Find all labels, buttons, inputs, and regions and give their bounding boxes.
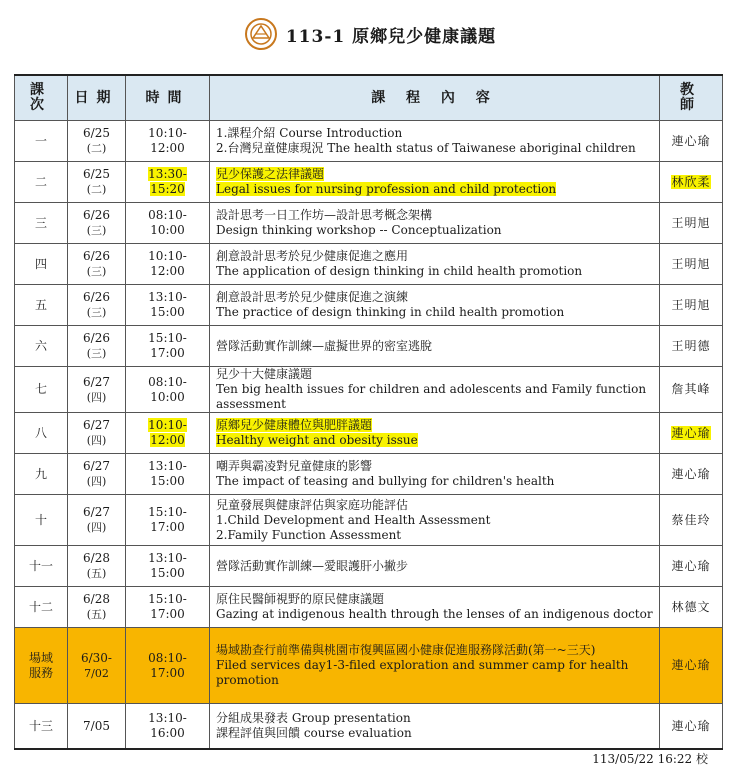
- date-label: 6/30-: [80, 650, 112, 665]
- col-header-teacher: 教 師: [660, 75, 723, 121]
- session-cell: 十三: [15, 704, 68, 750]
- page-title: 113-1 原鄉兒少健康議題: [285, 26, 497, 47]
- teacher-cell: [660, 587, 723, 628]
- session-label: 場域服務: [29, 650, 54, 680]
- time-label: 15:10-17:00: [148, 505, 187, 534]
- content-cell: [210, 546, 660, 587]
- session-cell: 一: [15, 121, 68, 162]
- time-label: 10:10-12:00: [148, 126, 187, 155]
- time-cell: [126, 244, 210, 285]
- teacher-cell: [660, 413, 723, 454]
- revision-stamp: 113/05/22 16:22 校: [592, 752, 708, 766]
- content-line: 創意設計思考於兒少健康促進之應用: [216, 249, 409, 263]
- session-cell: [15, 628, 68, 704]
- content-line: 原住民醫師視野的原民健康議題: [216, 592, 385, 606]
- teacher-cell: [660, 285, 723, 326]
- table-row: [15, 326, 723, 367]
- content-line: Gazing at indigenous health through the lenses of an indigenous doctor: [216, 607, 653, 621]
- table-row: [15, 546, 723, 587]
- weekday-label: (五): [86, 608, 107, 621]
- time-cell: [126, 203, 210, 244]
- time-label: 13:10-16:00: [148, 711, 187, 740]
- weekday-label: (四): [86, 521, 107, 534]
- date-label: 6/25: [83, 167, 110, 181]
- content-line: 創意設計思考於兒少健康促進之演練: [216, 290, 409, 304]
- session-cell: 八: [15, 413, 68, 454]
- teacher-name: 連心瑜: [671, 133, 711, 148]
- content-line: 兒童發展與健康評估與家庭功能評估: [216, 497, 409, 512]
- content-line: Ten big health issues for children and adolescents and Family function assessment: [216, 382, 647, 411]
- content-cell: [210, 285, 660, 326]
- session-cell: 十一: [15, 546, 68, 587]
- content-cell: [210, 454, 660, 495]
- teacher-cell: [660, 628, 723, 704]
- content-cell: [210, 413, 660, 454]
- col-header-date: 日期: [68, 75, 126, 121]
- date-cell: [68, 704, 126, 750]
- weekday-label: (四): [86, 434, 107, 447]
- table-row: [15, 413, 723, 454]
- teacher-cell: [660, 121, 723, 162]
- time-cell: [126, 628, 210, 704]
- teacher-name: 連心瑜: [671, 466, 711, 481]
- table-header-row: [15, 75, 723, 121]
- table-row: [15, 704, 723, 750]
- date-label: 6/28: [83, 592, 110, 606]
- content-line: 嘲弄與霸凌對兒童健康的影響: [216, 459, 373, 473]
- time-cell: [126, 162, 210, 203]
- session-cell: 二: [15, 162, 68, 203]
- date-label: 7/05: [83, 718, 110, 733]
- teacher-cell: [660, 203, 723, 244]
- time-label: 15:10-17:00: [148, 331, 187, 360]
- weekday-label: (四): [86, 390, 107, 404]
- col-header-time: 時間: [126, 75, 210, 121]
- session-cell: 五: [15, 285, 68, 326]
- content-cell: [210, 367, 660, 413]
- table-row: [15, 367, 723, 413]
- content-line: 原鄉兒少健康體位與肥胖議題: [216, 418, 373, 432]
- time-label: 13:10-15:00: [148, 551, 187, 580]
- weekday-label: 7/02: [84, 666, 109, 680]
- weekday-label: (三): [86, 347, 107, 360]
- university-emblem-icon: [244, 17, 278, 51]
- date-cell: [68, 454, 126, 495]
- table-row: [15, 244, 723, 285]
- time-cell: [126, 454, 210, 495]
- time-cell: [126, 546, 210, 587]
- date-label: 6/27: [83, 459, 110, 473]
- weekday-label: (三): [86, 224, 107, 237]
- table-row: [15, 495, 723, 546]
- teacher-name: 連心瑜: [671, 425, 711, 440]
- content-cell: [210, 121, 660, 162]
- time-label: 13:30-15:20: [148, 167, 187, 196]
- page-header: [0, 14, 740, 54]
- date-cell: [68, 203, 126, 244]
- time-cell: [126, 495, 210, 546]
- teacher-cell: [660, 326, 723, 367]
- date-label: 6/26: [83, 249, 110, 263]
- weekday-label: (三): [86, 265, 107, 278]
- content-line: 1.Child Development and Health Assessment: [216, 512, 491, 527]
- session-cell: 十: [15, 495, 68, 546]
- session-cell: 四: [15, 244, 68, 285]
- content-cell: [210, 704, 660, 750]
- table-row: [15, 587, 723, 628]
- content-line: 課程評值與回饋 course evaluation: [216, 726, 412, 740]
- weekday-label: (五): [86, 567, 107, 580]
- date-label: 6/25: [83, 126, 110, 140]
- time-label: 08:10-10:00: [148, 374, 187, 404]
- course-schedule-table: [14, 74, 723, 750]
- teacher-cell: [660, 495, 723, 546]
- date-label: 6/27: [83, 374, 110, 389]
- teacher-name: 林欣柔: [671, 174, 711, 189]
- time-cell: [126, 413, 210, 454]
- content-line: 兒少十大健康議題: [216, 367, 313, 381]
- content-line: The application of design thinking in child health promotion: [216, 264, 583, 278]
- weekday-label: (二): [86, 183, 107, 196]
- time-cell: [126, 704, 210, 750]
- teacher-name: 王明旭: [671, 297, 711, 312]
- time-cell: [126, 326, 210, 367]
- date-cell: [68, 285, 126, 326]
- content-line: 營隊活動實作訓練—愛眼護肝小撇步: [216, 558, 409, 573]
- content-line: 2.Family Function Assessment: [216, 527, 402, 542]
- weekday-label: (四): [86, 475, 107, 488]
- teacher-name: 王明旭: [671, 215, 711, 230]
- session-cell: 三: [15, 203, 68, 244]
- table-row: [15, 121, 723, 162]
- teacher-name: 連心瑜: [671, 658, 711, 672]
- session-cell: 七: [15, 367, 68, 413]
- teacher-name: 王明德: [671, 338, 711, 353]
- date-cell: [68, 121, 126, 162]
- time-label: 13:10-15:00: [148, 290, 187, 319]
- date-cell: [68, 587, 126, 628]
- content-cell: [210, 203, 660, 244]
- teacher-cell: [660, 546, 723, 587]
- date-label: 6/28: [83, 551, 110, 565]
- date-cell: [68, 326, 126, 367]
- teacher-cell: [660, 454, 723, 495]
- content-cell: [210, 587, 660, 628]
- teacher-name: 詹其峰: [671, 382, 711, 396]
- time-cell: [126, 367, 210, 413]
- content-line: The practice of design thinking in child health promotion: [216, 305, 565, 319]
- teacher-cell: [660, 162, 723, 203]
- content-cell: [210, 628, 660, 704]
- teacher-cell: [660, 367, 723, 413]
- date-cell: [68, 244, 126, 285]
- content-line: The impact of teasing and bullying for children's health: [216, 474, 555, 488]
- col-header-session: 課次: [15, 75, 68, 121]
- teacher-name: 連心瑜: [671, 558, 711, 573]
- time-cell: [126, 587, 210, 628]
- content-line: 2.台灣兒童健康現況 The health status of Taiwanese aboriginal children: [216, 141, 636, 155]
- table-row: [15, 162, 723, 203]
- date-cell: [68, 546, 126, 587]
- session-cell: 十二: [15, 587, 68, 628]
- session-cell: 九: [15, 454, 68, 495]
- content-cell: [210, 495, 660, 546]
- weekday-label: (三): [86, 306, 107, 319]
- table-row: [15, 628, 723, 704]
- time-label: 08:10-10:00: [148, 208, 187, 237]
- content-line: 營隊活動實作訓練—虛擬世界的密室逃脫: [216, 338, 433, 353]
- time-label: 10:10-12:00: [148, 418, 187, 447]
- content-line: Design thinking workshop -- Conceptualization: [216, 223, 502, 237]
- time-cell: [126, 121, 210, 162]
- date-cell: [68, 367, 126, 413]
- content-line: Legal issues for nursing profession and child protection: [216, 182, 557, 196]
- date-label: 6/27: [83, 418, 110, 432]
- date-label: 6/26: [83, 290, 110, 304]
- date-label: 6/27: [83, 505, 110, 519]
- time-label: 13:10-15:00: [148, 459, 187, 488]
- content-line: 兒少保護之法律議題: [216, 167, 325, 181]
- content-line: 1.課程介紹 Course Introduction: [216, 126, 403, 140]
- content-cell: [210, 244, 660, 285]
- table-row: [15, 454, 723, 495]
- weekday-label: (二): [86, 142, 107, 155]
- teacher-cell: [660, 704, 723, 750]
- content-line: Healthy weight and obesity issue: [216, 433, 418, 447]
- time-label: 15:10-17:00: [148, 592, 187, 621]
- content-line: Filed services day1-3-filed exploration and summer camp for health promotion: [216, 658, 629, 687]
- date-cell: [68, 413, 126, 454]
- date-label: 6/26: [83, 208, 110, 222]
- content-line: 場域勘查行前準備與桃園市復興區國小健康促進服務隊活動(第一~三天): [216, 643, 596, 657]
- content-line: 分組成果發表 Group presentation: [216, 711, 411, 725]
- date-cell: [68, 162, 126, 203]
- content-line: 設計思考一日工作坊—設計思考概念架構: [216, 208, 433, 222]
- table-row: [15, 203, 723, 244]
- content-cell: [210, 326, 660, 367]
- time-cell: [126, 285, 210, 326]
- teacher-name: 王明旭: [671, 256, 711, 271]
- col-header-content: 課 程 內 容: [210, 75, 660, 121]
- date-label: 6/26: [83, 331, 110, 345]
- session-cell: 六: [15, 326, 68, 367]
- date-cell: [68, 628, 126, 704]
- time-label: 10:10-12:00: [148, 249, 187, 278]
- content-cell: [210, 162, 660, 203]
- date-cell: [68, 495, 126, 546]
- time-label: 08:10-17:00: [148, 650, 187, 680]
- teacher-name: 連心瑜: [671, 718, 711, 733]
- teacher-cell: [660, 244, 723, 285]
- teacher-name: 林德文: [671, 599, 711, 614]
- table-row: [15, 285, 723, 326]
- teacher-name: 蔡佳玲: [671, 512, 711, 527]
